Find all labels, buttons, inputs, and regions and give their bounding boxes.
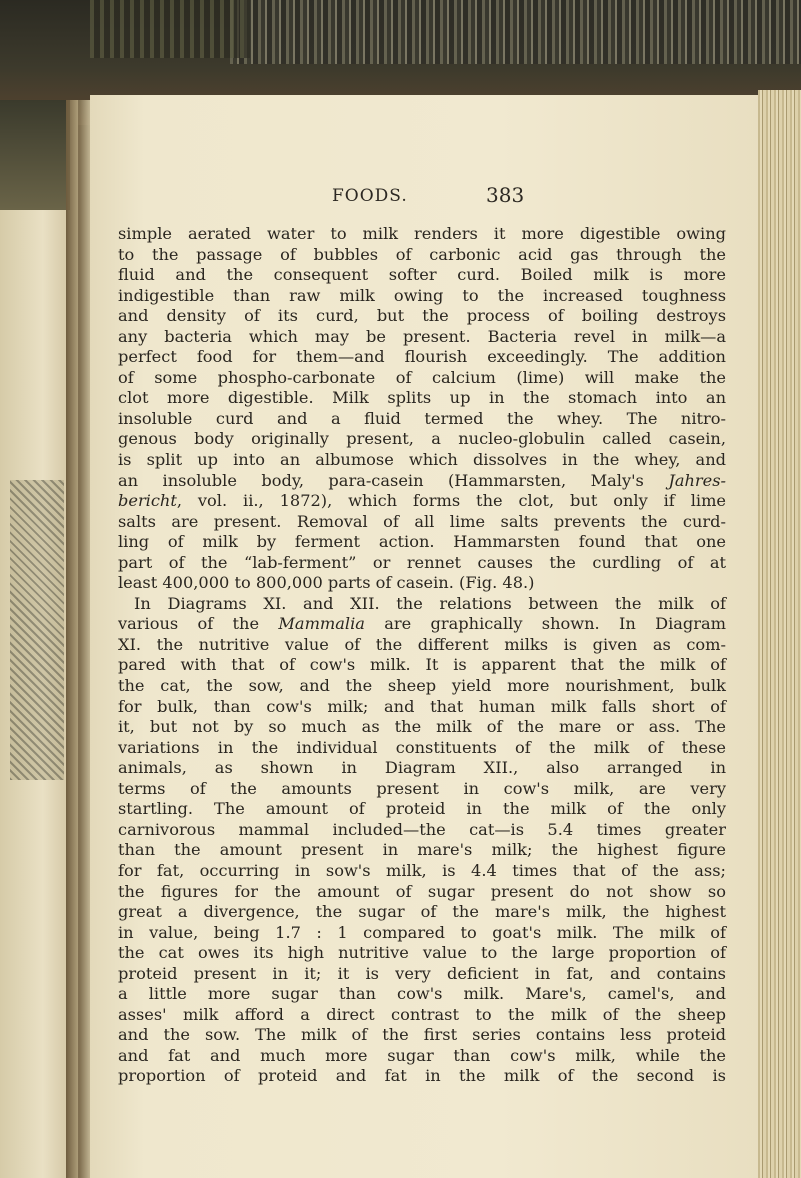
text-line: carnivorous mammal included—the cat—is 5.4 times greater	[118, 819, 726, 839]
facing-page-shadow	[0, 100, 70, 210]
text-line: indigestible than raw milk owing to the increased toughness	[118, 285, 726, 305]
text-line: asses' milk afford a direct contrast to the milk of the sheep	[118, 1004, 726, 1024]
text-line: variations in the individual constituents of the milk of these	[118, 737, 726, 757]
text-line: part of the “lab-ferment” or rennet causes the curdling of at	[118, 552, 726, 572]
text-line: XI. the nutritive value of the different milks is given as com-	[118, 634, 726, 654]
text-line: pared with that of cow's milk. It is apparent that the milk of	[118, 655, 726, 675]
text-line: an insoluble body, para-casein (Hammarsten, Maly's Jahres-	[118, 470, 726, 490]
page-edges	[758, 90, 801, 1178]
page-header	[118, 183, 728, 215]
text-line: bericht, vol. ii., 1872), which forms the clot, but only if lime	[118, 491, 726, 511]
text-line: in value, being 1.7 : 1 compared to goat's milk. The milk of	[118, 922, 726, 942]
text-line: the cat owes its high nutritive value to the large proportion of	[118, 943, 726, 963]
facing-page-illustration	[10, 480, 64, 780]
text-line: salts are present. Removal of all lime salts prevents the curd-	[118, 511, 726, 531]
text-line: and the sow. The milk of the first series contains less proteid	[118, 1025, 726, 1045]
text-line: least 400,000 to 800,000 parts of casein. (Fig. 48.)	[118, 573, 535, 593]
text-line: fluid and the consequent softer curd. Boiled milk is more	[118, 265, 726, 285]
text-line: proteid present in it; it is very deficient in fat, and contains	[118, 963, 726, 983]
text-line: the figures for the amount of sugar present do not show so	[118, 881, 726, 901]
text-line: genous body originally present, a nucleo-globulin called casein,	[118, 429, 726, 449]
text-line: clot more digestible. Milk splits up in the stomach into an	[118, 388, 726, 408]
page-number: 383	[486, 183, 525, 207]
text-line: it, but not by so much as the milk of the mare or ass. The	[118, 717, 726, 737]
text-line: and fat and much more sugar than cow's milk, while the	[118, 1045, 726, 1065]
body-text	[118, 224, 726, 1087]
book-spines	[230, 0, 801, 64]
text-line: to the passage of bubbles of carbonic acid gas through the	[118, 244, 726, 264]
text-line: the cat, the sow, and the sheep yield more nourishment, bulk	[118, 676, 726, 696]
running-title: FOODS.	[332, 186, 408, 206]
text-line: of some phospho-carbonate of calcium (lime) will make the	[118, 367, 726, 387]
text-line: than the amount present in mare's milk; the highest figure	[118, 840, 726, 860]
text-line: and density of its curd, but the process of boiling destroys	[118, 306, 726, 326]
text-line: simple aerated water to milk renders it more digestible owing	[118, 224, 726, 243]
text-line: ling of milk by ferment action. Hammarsten found that one	[118, 532, 726, 552]
text-line: animals, as shown in Diagram XII., also arranged in	[118, 758, 726, 778]
text-line: In Diagrams XI. and XII. the relations between the milk of	[134, 593, 726, 613]
text-line: is split up into an albumose which dissolves in the whey, and	[118, 450, 726, 470]
text-line: any bacteria which may be present. Bacteria revel in milk—a	[118, 326, 726, 346]
text-line: insoluble curd and a fluid termed the whey. The nitro-	[118, 408, 726, 428]
text-line: great a divergence, the sugar of the mare's milk, the highest	[118, 902, 726, 922]
text-line: perfect food for them—and flourish exceedingly. The addition	[118, 347, 726, 367]
book-spines-left	[90, 0, 250, 58]
text-line: various of the Mammalia are graphically shown. In Diagram	[118, 614, 727, 634]
text-line: proportion of proteid and fat in the milk of the second is	[118, 1066, 726, 1086]
text-line: a little more sugar than cow's milk. Mare's, camel's, and	[118, 984, 726, 1004]
text-line: for bulk, than cow's milk; and that human milk falls short of	[118, 696, 726, 716]
text-line: terms of the amounts present in cow's milk, are very	[118, 778, 726, 798]
text-line: startling. The amount of proteid in the milk of the only	[118, 799, 726, 819]
text-line: for fat, occurring in sow's milk, is 4.4 times that of the ass;	[118, 860, 726, 880]
